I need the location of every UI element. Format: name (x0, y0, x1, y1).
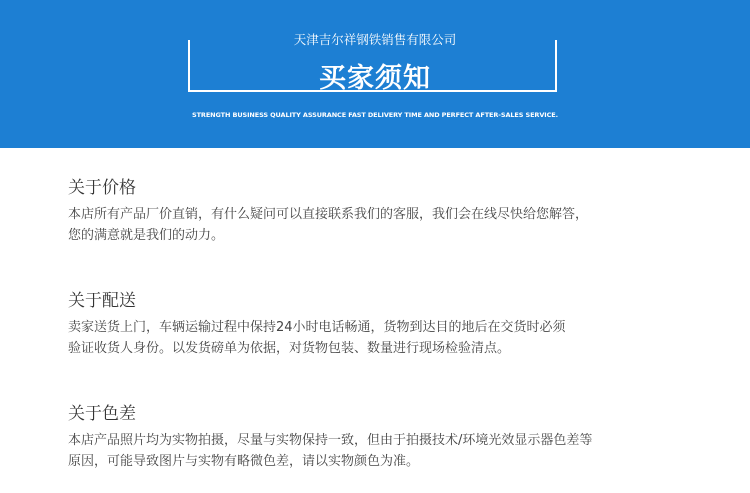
section-heading: 关于价格 (68, 178, 136, 198)
body-line: 本店所有产品厂价直销，有什么疑问可以直接联系我们的客服，我们会在线尽快给您解答， (68, 207, 589, 222)
body-line: 原因，可能导致图片与实物有略微色差，请以实物颜色为准。 (68, 454, 420, 469)
section-body (68, 204, 708, 246)
body-line: 本店产品照片均为实物拍摄，尽量与实物保持一致，但由于拍摄技术/环境光效显示器色差等 (68, 433, 593, 448)
body-line: 您的满意就是我们的动力。 (68, 228, 225, 243)
page-title: 买家须知 (319, 63, 431, 94)
company-name (0, 31, 750, 49)
section-heading: 关于色差 (68, 404, 136, 424)
slogan: STRENGTH BUSINESS QUALITY ASSURANCE FAST DELIVERY TIME AND PERFECT AFTER-SALES SERVICE. (192, 111, 558, 119)
section-body (68, 317, 708, 359)
body-line: 卖家送货上门，车辆运输过程中保持24小时电话畅通，货物到达目的地后在交货时必须 (68, 320, 566, 335)
body-line: 验证收货人身份。以发货磅单为依据，对货物包装、数量进行现场检验清点。 (68, 341, 511, 356)
header-banner (0, 0, 750, 148)
section-body (68, 430, 708, 472)
section-color (68, 402, 708, 472)
section-delivery (68, 289, 708, 359)
section-heading: 关于配送 (68, 291, 136, 311)
section-price (68, 176, 708, 246)
company-name-text: 天津吉尔祥钢铁销售有限公司 (286, 32, 465, 47)
